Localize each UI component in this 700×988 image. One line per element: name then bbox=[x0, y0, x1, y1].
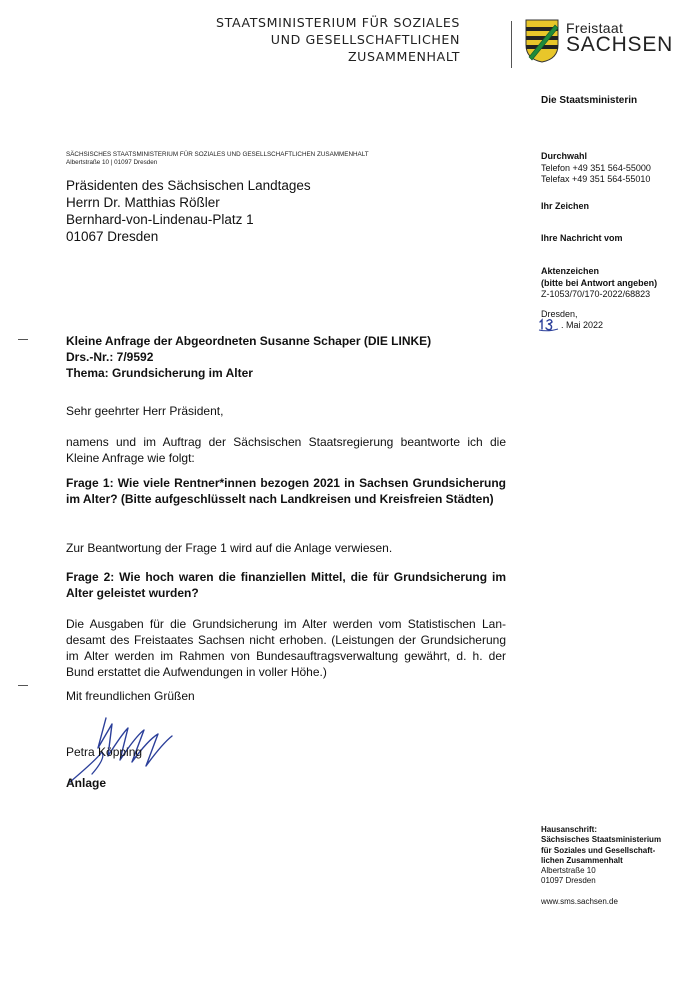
subject-line: Drs.-Nr.: 7/9592 bbox=[66, 350, 154, 364]
signer-name: Petra Köpping bbox=[66, 745, 143, 759]
ministry-name bbox=[200, 14, 460, 65]
recipient-address bbox=[66, 177, 311, 245]
attachment-note: Anlage bbox=[66, 776, 107, 790]
address-label: Hausanschrift: bbox=[541, 825, 598, 834]
question-1: Frage 1: Wie viele Rentner*innen bezogen 2021 in Sachsen Grundsicherung im Alter? (Bitte aufgeschlüsselt nach Landkreisen und Kreisfreien Städten) bbox=[66, 476, 506, 506]
address-city: 01097 Dresden bbox=[541, 876, 596, 886]
file-reference-block bbox=[541, 266, 657, 301]
date-city: Dresden, bbox=[541, 309, 578, 319]
recipient-line: Präsidenten des Sächsischen Landtages bbox=[66, 178, 311, 193]
closing: Mit freundlichen Grüßen bbox=[66, 689, 195, 703]
logo-text-bottom: SACHSEN bbox=[566, 33, 674, 56]
answer-2: Die Ausgaben für die Grundsicherung im Alter werden vom Statistischen Landesamt des Freistaates Sachsen nicht erhoben. (Leistungen der Grundsicherung im Alter werden im Rahmen von Bundesauftragsverwaltung gewährt, d. h. der Bund erstattet die Aufwendungen in voller Höhe.) bbox=[66, 617, 506, 679]
recipient-line: Bernhard-von-Lindenau-Platz 1 bbox=[66, 212, 254, 227]
minister-title: Die Staatsministerin bbox=[541, 95, 638, 106]
address-line: Sächsisches Staatsministerium bbox=[541, 835, 662, 845]
subject-block bbox=[66, 333, 526, 381]
your-reference-label: Ihr Zeichen bbox=[541, 201, 590, 211]
recipient-line: 01067 Dresden bbox=[66, 229, 159, 244]
fax-number: Telefax +49 351 564-55010 bbox=[541, 174, 651, 184]
ministry-line: STAATSMINISTERIUM FÜR SOZIALES bbox=[216, 15, 460, 30]
sender-name: SÄCHSISCHES STAATSMINISTERIUM FÜR SOZIALES UND GESELLSCHAFTLICHEN ZUSAMMENHALT bbox=[66, 151, 369, 158]
your-message-label: Ihre Nachricht vom bbox=[541, 233, 623, 243]
sender-address-line bbox=[66, 151, 369, 167]
date-month-year: . Mai 2022 bbox=[561, 320, 604, 330]
salutation: Sehr geehrter Herr Präsident, bbox=[66, 404, 224, 418]
website-link[interactable]: www.sms.sachsen.de bbox=[541, 896, 618, 906]
logo-text-top: Freistaat bbox=[566, 20, 624, 36]
answer-1: Zur Beantwortung der Frage 1 wird auf die Anlage verwiesen. bbox=[66, 541, 393, 555]
address-line: für Soziales und Gesellschaft- bbox=[541, 845, 656, 855]
phone-number: Telefon +49 351 564-55000 bbox=[541, 162, 651, 173]
office-address bbox=[541, 825, 661, 907]
address-street: Albertstraße 10 bbox=[541, 866, 596, 876]
subject-line: Thema: Grundsicherung im Alter bbox=[66, 366, 253, 380]
file-reference-hint: (bitte bei Antwort angeben) bbox=[541, 277, 658, 288]
subject-line: Kleine Anfrage der Abgeordneten Susanne Schaper (DIE LINKE) bbox=[66, 334, 432, 348]
header-divider bbox=[511, 21, 512, 68]
contact-block bbox=[541, 151, 651, 186]
file-reference-number: Z-1053/70/170-2022/68823 bbox=[541, 289, 651, 299]
recipient-line: Herrn Dr. Matthias Rößler bbox=[66, 195, 220, 210]
sender-street: Albertstraße 10 | 01097 Dresden bbox=[66, 159, 158, 166]
address-line: lichen Zusammenhalt bbox=[541, 855, 623, 865]
fold-mark bbox=[18, 685, 28, 686]
coat-of-arms-icon bbox=[525, 19, 559, 63]
fold-mark bbox=[18, 339, 28, 340]
intro-paragraph: namens und im Auftrag der Sächsischen Staatsregierung beantworte ich die Kleine Anfrage wie folgt: bbox=[66, 435, 506, 465]
ministry-line: UND GESELLSCHAFTLICHEN bbox=[270, 32, 460, 47]
question-2: Frage 2: Wie hoch waren die finanziellen Mittel, die für Grundsicherung im Alter geleistet wurden? bbox=[66, 570, 506, 600]
durchwahl-label: Durchwahl bbox=[541, 151, 588, 161]
handwritten-day bbox=[538, 316, 560, 332]
file-reference-label: Aktenzeichen bbox=[541, 266, 600, 276]
ministry-line: ZUSAMMENHALT bbox=[347, 49, 460, 64]
